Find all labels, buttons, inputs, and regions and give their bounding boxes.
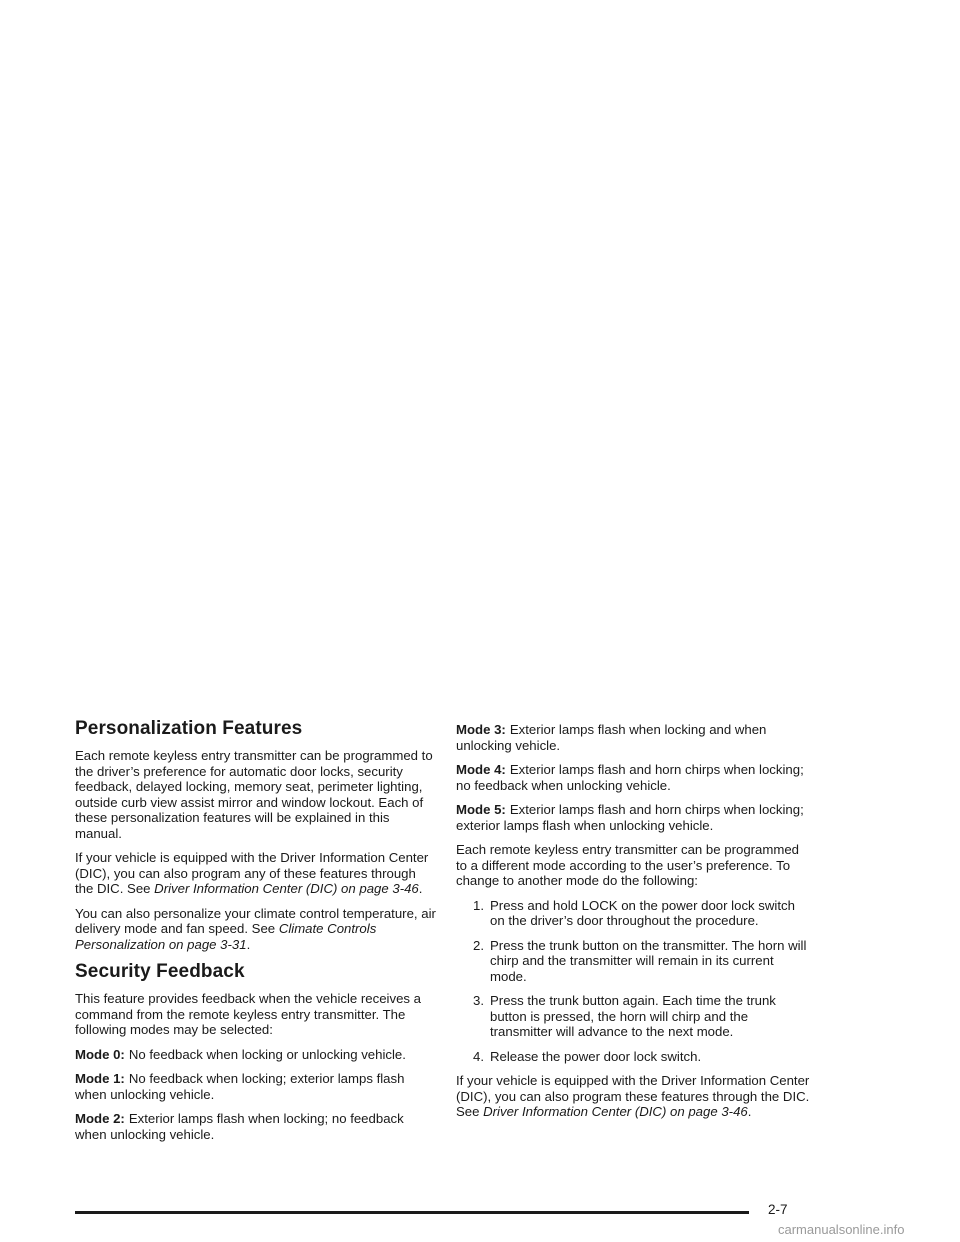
mode-text: No feedback when locking; exterior lamps flash when unlocking vehicle. [75,1071,405,1102]
mode-item [75,1047,437,1063]
mode-text: Exterior lamps flash and horn chirps when locking; no feedback when unlocking vehicle. [456,762,804,793]
paragraph-dic-program [75,850,437,897]
mode-item [456,722,812,753]
step-text: Release the power door lock switch. [490,1048,702,1064]
step-number: 3. [473,993,484,1008]
step-number: 2. [473,937,484,953]
left-column [75,718,437,1151]
mode-text: Exterior lamps flash when locking and when unlocking vehicle. [456,722,767,753]
procedure-steps [456,898,812,1065]
mode-item [75,1111,437,1142]
right-column [456,722,812,1129]
step-text: Press and hold LOCK on the power door lock switch on the driver’s door throughout the procedure. [490,897,795,928]
mode-label: Mode 1: [75,1071,125,1086]
watermark-text: carmanualsonline.info [778,1222,905,1237]
climate-page-reference: Climate Controls Personalization on page 3-31 [75,921,377,952]
step-item [456,1049,812,1065]
step-number: 1. [473,897,484,913]
mode-text: No feedback when locking or unlocking vehicle. [128,1046,406,1062]
heading-security-feedback: Security Feedback [75,961,245,982]
step-item [456,993,812,1040]
mode-item [456,802,812,833]
paragraph-change-mode: Each remote keyless entry transmitter can be programmed to a different mode according to the user’s preference. To change to another mode do the following: [456,842,800,888]
dic-page-reference: Driver Information Center (DIC) on page 3-46 [154,881,419,896]
paragraph-text: If your vehicle is equipped with the Driver Information Center (DIC), you can also program these features through the DIC. See [456,1073,810,1119]
mode-text: Exterior lamps flash and horn chirps when locking; exterior lamps flash when unlocking vehicle. [456,802,804,833]
step-number: 4. [473,1048,484,1064]
paragraph-end: . [418,881,423,896]
page-number: 2-7 [768,1202,788,1217]
paragraph-text: You can also personalize your climate control temperature, air delivery mode and fan speed. See [75,905,436,936]
mode-item [456,762,812,793]
footer-rule [75,1211,749,1214]
mode-item [75,1071,437,1102]
step-item [456,898,812,929]
mode-label: Mode 5: [456,802,506,817]
paragraph-end: . [246,936,251,952]
mode-label: Mode 3: [456,722,506,737]
step-item [456,938,812,985]
mode-text: Exterior lamps flash when locking; no feedback when unlocking vehicle. [75,1111,404,1142]
mode-label: Mode 2: [75,1111,125,1126]
paragraph-dic-program-right [456,1073,812,1120]
paragraph-end: . [747,1104,752,1119]
paragraph-climate-personalize [75,906,437,953]
mode-label: Mode 4: [456,762,506,777]
paragraph-text: If your vehicle is equipped with the Driver Information Center (DIC), you can also program any of these features through the DIC. See [75,850,429,896]
step-text: Press the trunk button again. Each time the trunk button is pressed, the horn will chirp and the transmitter will advance to the next mode. [490,993,776,1039]
dic-page-reference: Driver Information Center (DIC) on page 3-46 [483,1104,748,1119]
mode-label: Mode 0: [75,1046,125,1062]
step-text: Press the trunk button on the transmitter. The horn will chirp and the transmitter will remain in its current mode. [490,937,807,984]
paragraph-feedback-intro: This feature provides feedback when the vehicle receives a command from the remote keyless entry transmitter. The following modes may be selected: [75,991,421,1037]
heading-personalization-features: Personalization Features [75,718,303,739]
paragraph-transmitter-programming: Each remote keyless entry transmitter can be programmed to the driver’s preference for automatic door locks, security feedback, delayed locking, memory seat, perimeter lighting, outside curb view assist mirror and window lockout. Each of these personalization features will be explained in this manual. [75,748,433,841]
